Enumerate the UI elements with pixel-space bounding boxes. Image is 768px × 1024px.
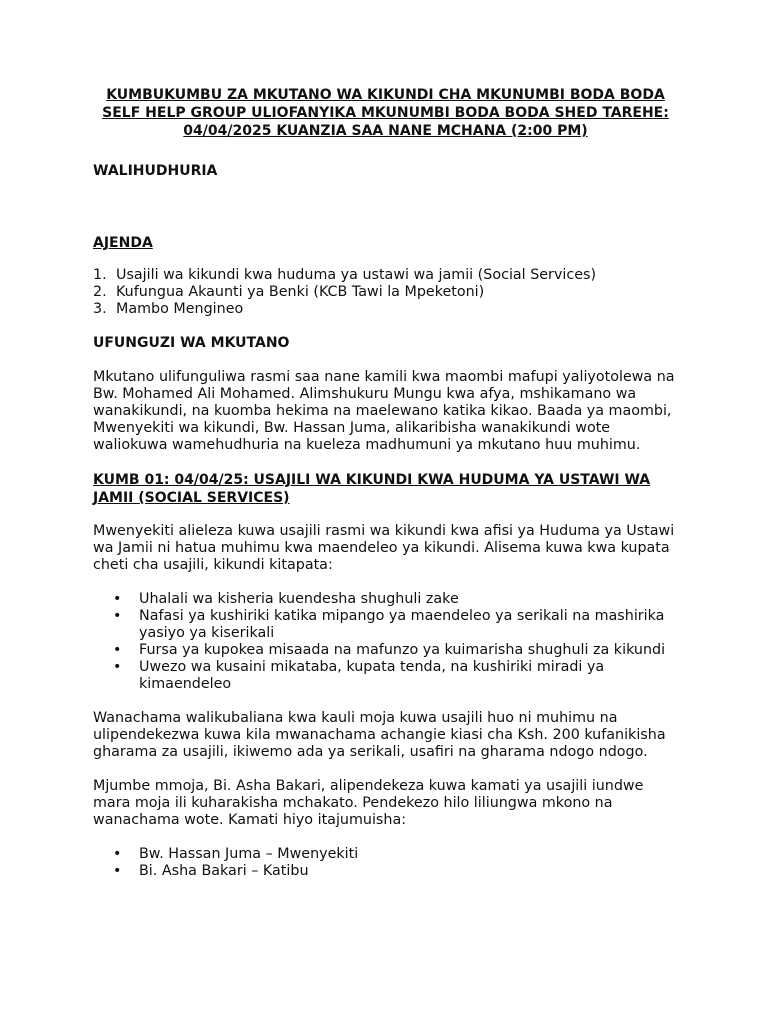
bullet-icon: • (113, 642, 122, 658)
list-item: • Uwezo wa kusaini mikataba, kupata tenda, na kushiriki miradi ya kimaendeleo (113, 659, 605, 692)
list-item: • Fursa ya kupokea misaada na mafunzo ya kuimarisha shughuli za kikundi (113, 642, 666, 658)
list-item: 1. Usajili wa kikundi kwa huduma ya ustawi wa jamii (Social Services) (93, 267, 597, 283)
opening-heading: UFUNGUZI WA MKUTANO (93, 335, 290, 351)
opening-paragraph: Mkutano ulifunguliwa rasmi saa nane kamili kwa maombi mafupi yaliyotolewa na Bw. Mohamed Ali Mohamed. Alimshukuru Mungu kwa afya, mshikamano wa wanakikundi, na kuomba hekima na maelewano katika kikao. Baada ya maombi, Mwenyekiti wa kikundi, Bw. Hassan Juma, alikaribisha wanakikundi wote waliokuwa wamehudhuria na kueleza madhumuni ya mkutano huu muhimu. (93, 369, 675, 453)
list-item: 2. Kufungua Akaunti ya Benki (KCB Tawi la Mpeketoni) (93, 284, 485, 300)
bullet-icon: • (113, 608, 122, 624)
bullet-icon: • (113, 591, 122, 607)
proposal-paragraph: Mjumbe mmoja, Bi. Asha Bakari, alipendekeza kuwa kamati ya usajili iundwe mara moja ili kuharakisha mchakato. Pendekezo hilo liliungwa mkono na wanachama wote. Kamati hiyo itajumuisha: (93, 778, 644, 828)
document-title: KUMBUKUMBU ZA MKUTANO WA KIKUNDI CHA MKUNUMBI BODA BODA SELF HELP GROUP ULIOFANYIKA MKUNUMBI BODA BODA SHED TAREHE: 04/04/2025 KUANZIA SAA NANE MCHANA (2:00 PM) (102, 87, 669, 139)
list-item: • Bi. Asha Bakari – Katibu (113, 863, 309, 879)
committee-list (93, 846, 678, 880)
attendees-heading: WALIHUDHURIA (93, 163, 218, 179)
list-item: • Bw. Hassan Juma – Mwenyekiti (113, 846, 359, 862)
agreement-paragraph: Wanachama walikubaliana kwa kauli moja kuwa usajili huo ni muhimu na ulipendekezwa kuwa kila mwanachama achangie kiasi cha Ksh. 200 kufanikisha gharama za usajili, ikiwemo ada ya serikali, usafiri na gharama ndogo ndogo. (93, 710, 666, 760)
kumb-heading: KUMB 01: 04/04/25: USAJILI WA KIKUNDI KWA HUDUMA YA USTAWI WA JAMII (SOCIAL SERVICES) (93, 472, 651, 506)
agenda-list (93, 267, 678, 318)
bullet-icon: • (113, 659, 122, 675)
kumb-intro-paragraph: Mwenyekiti alieleza kuwa usajili rasmi wa kikundi kwa afisi ya Huduma ya Ustawi wa Jamii ni hatua muhimu kwa maendeleo ya kikundi. Alisema kuwa kwa kupata cheti cha usajili, kikundi kitapata: (93, 523, 675, 573)
benefits-list (93, 591, 678, 693)
agenda-heading: AJENDA (93, 235, 153, 251)
list-item: 3. Mambo Mengineo (93, 301, 244, 317)
list-item: • Uhalali wa kisheria kuendesha shughuli zake (113, 591, 459, 607)
bullet-icon: • (113, 846, 122, 862)
list-item: • Nafasi ya kushiriki katika mipango ya maendeleo ya serikali na mashirika yasiyo ya kiserikali (113, 608, 665, 641)
bullet-icon: • (113, 863, 122, 879)
